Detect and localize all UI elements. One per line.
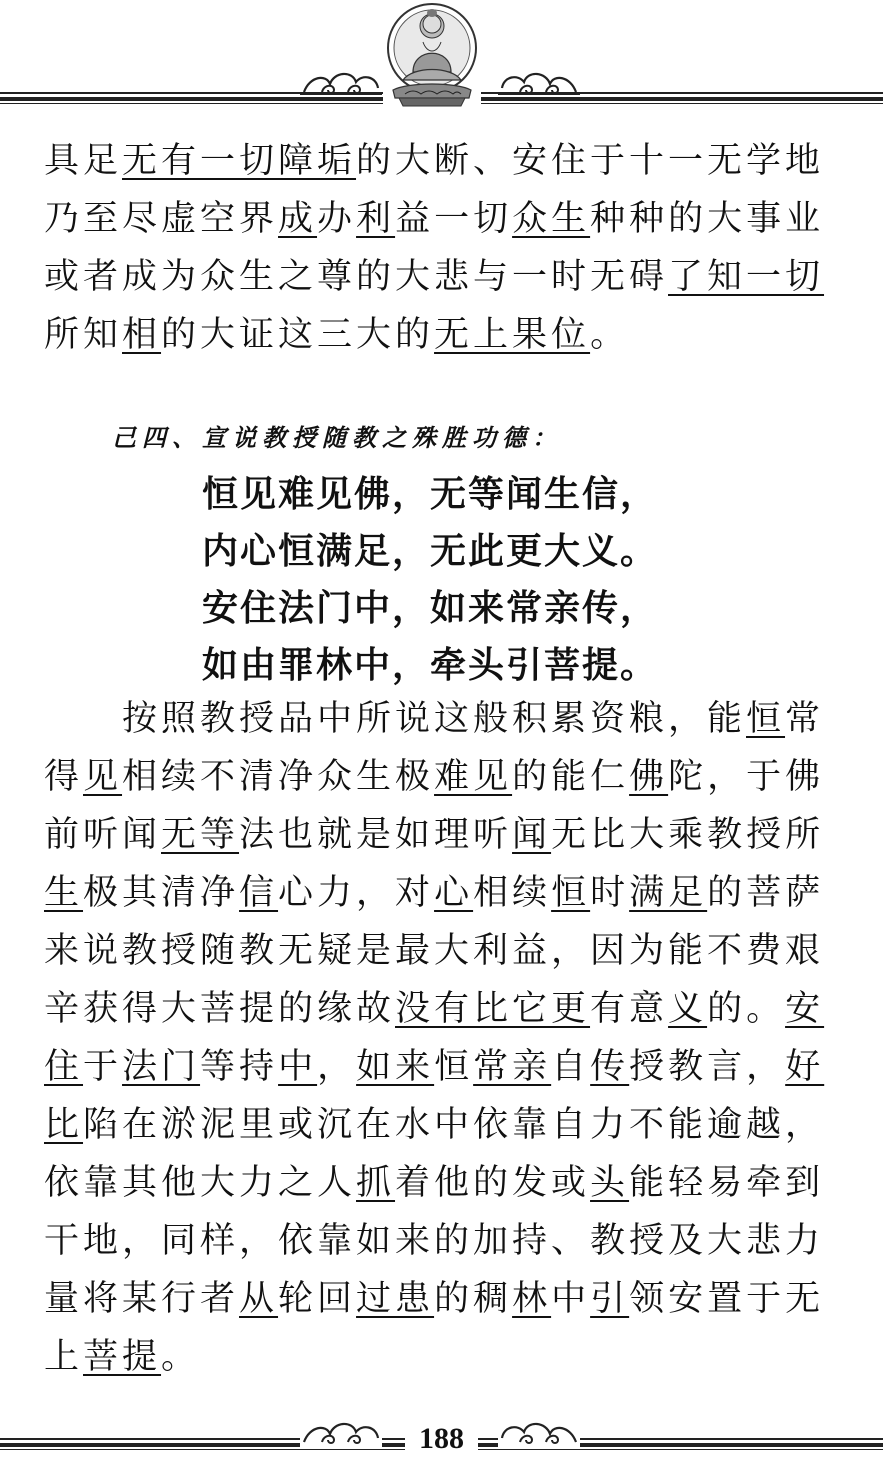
- text-run: 陷在淤泥里或沉在水中依靠自力不能逾越，依靠其他大力之人: [44, 1105, 825, 1203]
- underlined-text: 众生: [512, 199, 591, 239]
- underlined-text: 菩提: [83, 1337, 162, 1377]
- underlined-text: 如来: [356, 1047, 435, 1087]
- underlined-text: 中: [278, 1047, 318, 1087]
- underlined-text: 恒: [551, 873, 591, 913]
- underlined-text: 法门: [122, 1047, 201, 1087]
- text-run: 心力，对: [278, 873, 435, 913]
- underlined-text: 生: [44, 873, 84, 913]
- underlined-text: 从: [239, 1279, 279, 1319]
- text-run: 益一切: [395, 199, 513, 239]
- text-run: 办: [317, 199, 357, 239]
- text-run: 的大证这三大的: [161, 315, 435, 355]
- verse-line: 安住法门中，如来常亲传，: [202, 587, 659, 629]
- underlined-text: 头: [590, 1163, 630, 1203]
- text-run: 领安置于无上: [44, 1279, 825, 1377]
- text-run: 所知: [44, 315, 123, 355]
- underlined-text: 义: [668, 989, 708, 1029]
- buddha-figure-icon: [383, 2, 481, 110]
- underlined-text: 了知一切: [668, 257, 825, 297]
- page-number: 188: [405, 1422, 478, 1455]
- underlined-text: 难见: [434, 757, 513, 797]
- text-run: 轮回: [278, 1279, 357, 1319]
- underlined-text: 信: [239, 873, 279, 913]
- text-run: 自: [551, 1047, 591, 1087]
- underlined-text: 无上果位: [434, 315, 591, 355]
- text-run: 极其清净: [83, 873, 240, 913]
- text-run: 。: [161, 1337, 201, 1377]
- underlined-text: 成: [278, 199, 318, 239]
- text-run: 具足: [44, 141, 123, 181]
- underlined-text: 过患: [356, 1279, 435, 1319]
- text-run: 种种的大事业或者成为众生之尊的大悲与一时无碍: [44, 199, 825, 297]
- underlined-text: 恒: [746, 699, 786, 739]
- text-run: 授教言，: [629, 1047, 786, 1087]
- text-run: 有意: [590, 989, 669, 1029]
- verse-line: 如由罪林中，牵头引菩提。: [202, 644, 659, 686]
- underlined-text: 好比: [44, 1047, 825, 1145]
- underlined-text: 满足: [629, 873, 708, 913]
- underlined-text: 相: [122, 315, 162, 355]
- underlined-text: 见: [83, 757, 123, 797]
- paragraph-2: [44, 690, 844, 1386]
- text-run: 按照教授品中所说这般积累资粮，能: [122, 699, 747, 739]
- underlined-text: 心: [434, 873, 474, 913]
- underlined-text: 没有比它更: [395, 989, 591, 1029]
- underlined-text: 闻: [512, 815, 552, 855]
- text-run: 的菩萨来说教授随教无疑是最大利益，因为能不费艰辛获得大菩提的缘故: [44, 873, 825, 1029]
- text-run: 常得: [44, 699, 825, 797]
- text-run: 的大断、安住于十一无学地乃至尽虚空界: [44, 141, 825, 239]
- text-run: 的稠: [434, 1279, 513, 1319]
- verse-line: 恒见难见佛，无等闻生信，: [202, 473, 659, 515]
- underlined-text: 林: [512, 1279, 552, 1319]
- underlined-text: 佛: [629, 757, 669, 797]
- text-run: 相续: [473, 873, 552, 913]
- cloud-scroll-icon: [498, 64, 580, 98]
- page-number-wrap: [0, 1422, 883, 1456]
- text-run: 恒: [434, 1047, 474, 1087]
- verse-block: [202, 466, 658, 694]
- underlined-text: 无有一切障垢: [122, 141, 357, 181]
- text-run: ，: [317, 1047, 357, 1087]
- paragraph-1: [44, 132, 844, 364]
- text-run: 相续不清净众生极: [122, 757, 435, 797]
- text-run: 的能仁: [512, 757, 630, 797]
- text-run: 于: [83, 1047, 123, 1087]
- underlined-text: 传: [590, 1047, 630, 1087]
- text-run: 无比大乘教授所: [551, 815, 825, 855]
- section-heading: 己四、宣说教授随教之殊胜功德：: [112, 423, 562, 452]
- cloud-scroll-icon: [300, 64, 382, 98]
- underlined-text: 安住: [44, 989, 825, 1087]
- underlined-text: 引: [590, 1279, 630, 1319]
- text-run: 能轻易牵到干地，同样，依靠如来的加持、教授及大悲力量将某行者: [44, 1163, 825, 1319]
- underlined-text: 无等: [161, 815, 240, 855]
- text-run: 的。: [707, 989, 786, 1029]
- text-run: 等持: [200, 1047, 279, 1087]
- underlined-text: 抓: [356, 1163, 396, 1203]
- text-run: 时: [590, 873, 630, 913]
- verse-line: 内心恒满足，无此更大义。: [202, 530, 659, 572]
- text-run: 法也就是如理听: [239, 815, 513, 855]
- text-run: 中: [551, 1279, 591, 1319]
- text-run: 。: [590, 315, 630, 355]
- text-run: 着他的发或: [395, 1163, 591, 1203]
- underlined-text: 常亲: [473, 1047, 552, 1087]
- text-run: 陀，于佛前听闻: [44, 757, 825, 855]
- underlined-text: 利: [356, 199, 396, 239]
